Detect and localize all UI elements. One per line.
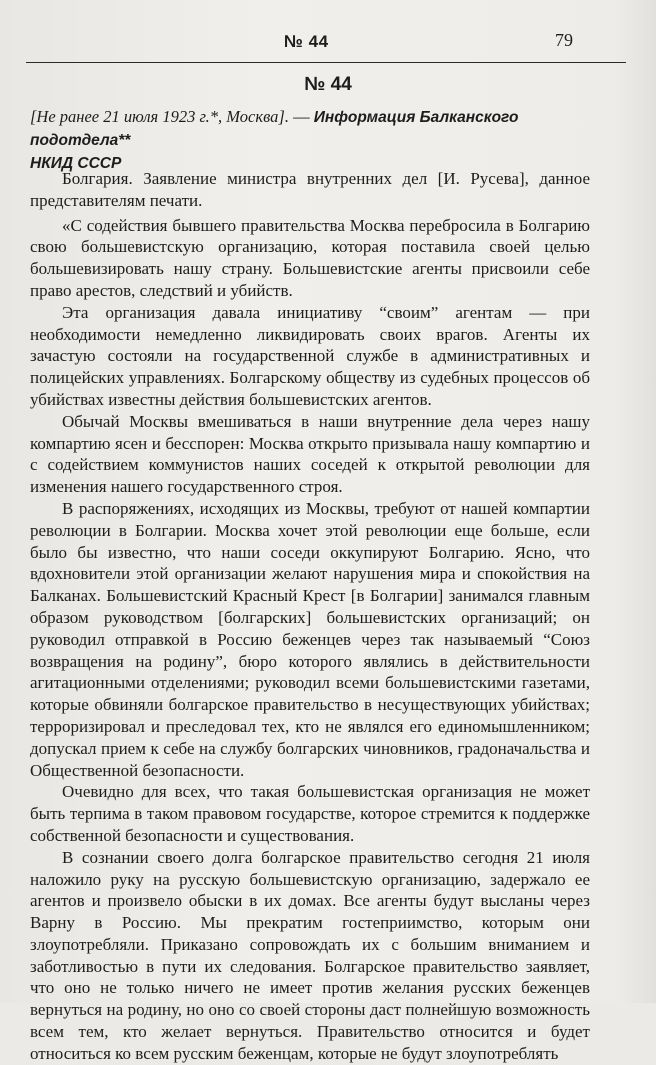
document-body [30, 168, 590, 1065]
document-title: Информация Балканского подотдела** [30, 109, 519, 149]
document-date-place: [Не ранее 21 июля 1923 г.*, Москва]. [30, 107, 289, 126]
paragraph: Болгария. Заявление министра внутренних дел [И. Русева], данное представителям печати. [30, 169, 590, 210]
paragraph: «С содействия бывшего правительства Москва перебросила в Болгарию свою большевистскую организацию, которая поставила своей целью большевизировать нашу страну. Большевистские агенты присвоили себе право арестов, следствий и убийств. [30, 215, 590, 300]
document-title-line2: НКИД СССР [30, 155, 122, 172]
paragraph: В сознании своего долга болгарское правительство сегодня 21 июля наложило руку на русскую большевистскую организацию, задержало ее агентов и произвело обыски в их домах. Все агенты будут высланы через Варну в Россию. Мы прекратим гостеприимство, которым они злоупотребляли. Приказано сопровождать их с большим вниманием и заботливостью в пути их следования. Болгарское правительство заявляет, что оно не только ничего не имеет против желания русских беженцев вернуться на родину, но оно со своей стороны даст полнейшую возможность всем тем, кто желает вернуться. Правительство относится и будет относиться ко всем русским беженцам, которые не будут злоупотреблять [30, 847, 590, 1063]
document-heading [30, 106, 590, 175]
paragraph: Эта организация давала инициативу “своим” агентам — при необходимости немедленно ликвидировать своих врагов. Агенты их зачастую состояли на государственной службе в административных и полицейских управлениях. Болгарскому обществу из судебных процессов об убийствах известны действия большевистских агентов. [30, 302, 590, 409]
running-header-label: № 44 [284, 32, 329, 51]
document-number: № 44 [304, 74, 352, 95]
paragraph: Очевидно для всех, что такая большевистская организация не может быть терпима в таком правовом государстве, которое стремится к поддержке собственной безопасности и существования. [30, 782, 590, 845]
running-header [0, 30, 656, 56]
paragraph: В распоряжениях, исходящих из Москвы, требуют от нашей компартии революции в Болгарии. Москва хочет этой революции еще больше, если было бы известно, что наши соседи оккупируют Болгарию. Ясно, что вдохновители этой организации желают нарушения мира и спокойствия на Балканах. Большевистский Красный Крест [в Болгарии] занимался главным образом руководством [болгарских] большевистских организаций; он руководил отправкой в Россию беженцев через так называемый “Союз возвращения на родину”, бюро которого являлись в действительности агитационными отделениями; руководил всеми большевистскими газетами, которые обвиняли болгарское правительство в несуществующих убийствах; терроризировал и преследовал тех, кто не являлся его единомышленником; допускал прием к себе на службу болгарских чиновников, градоначальства и Общественной безопасности. [30, 498, 590, 780]
page-number: 79 [555, 30, 573, 50]
heading-dash: — [288, 107, 314, 126]
paragraph: Обычай Москвы вмешиваться в наши внутренние дела через нашу компартию ясен и бесспорен: Москва открыто призывала нашу компартию и с содействием коммунистов наших соседей к открытой революции для изменения нашего государственного строя. [30, 411, 590, 497]
header-rule [26, 62, 626, 63]
facing-page-bleed [614, 0, 656, 1003]
